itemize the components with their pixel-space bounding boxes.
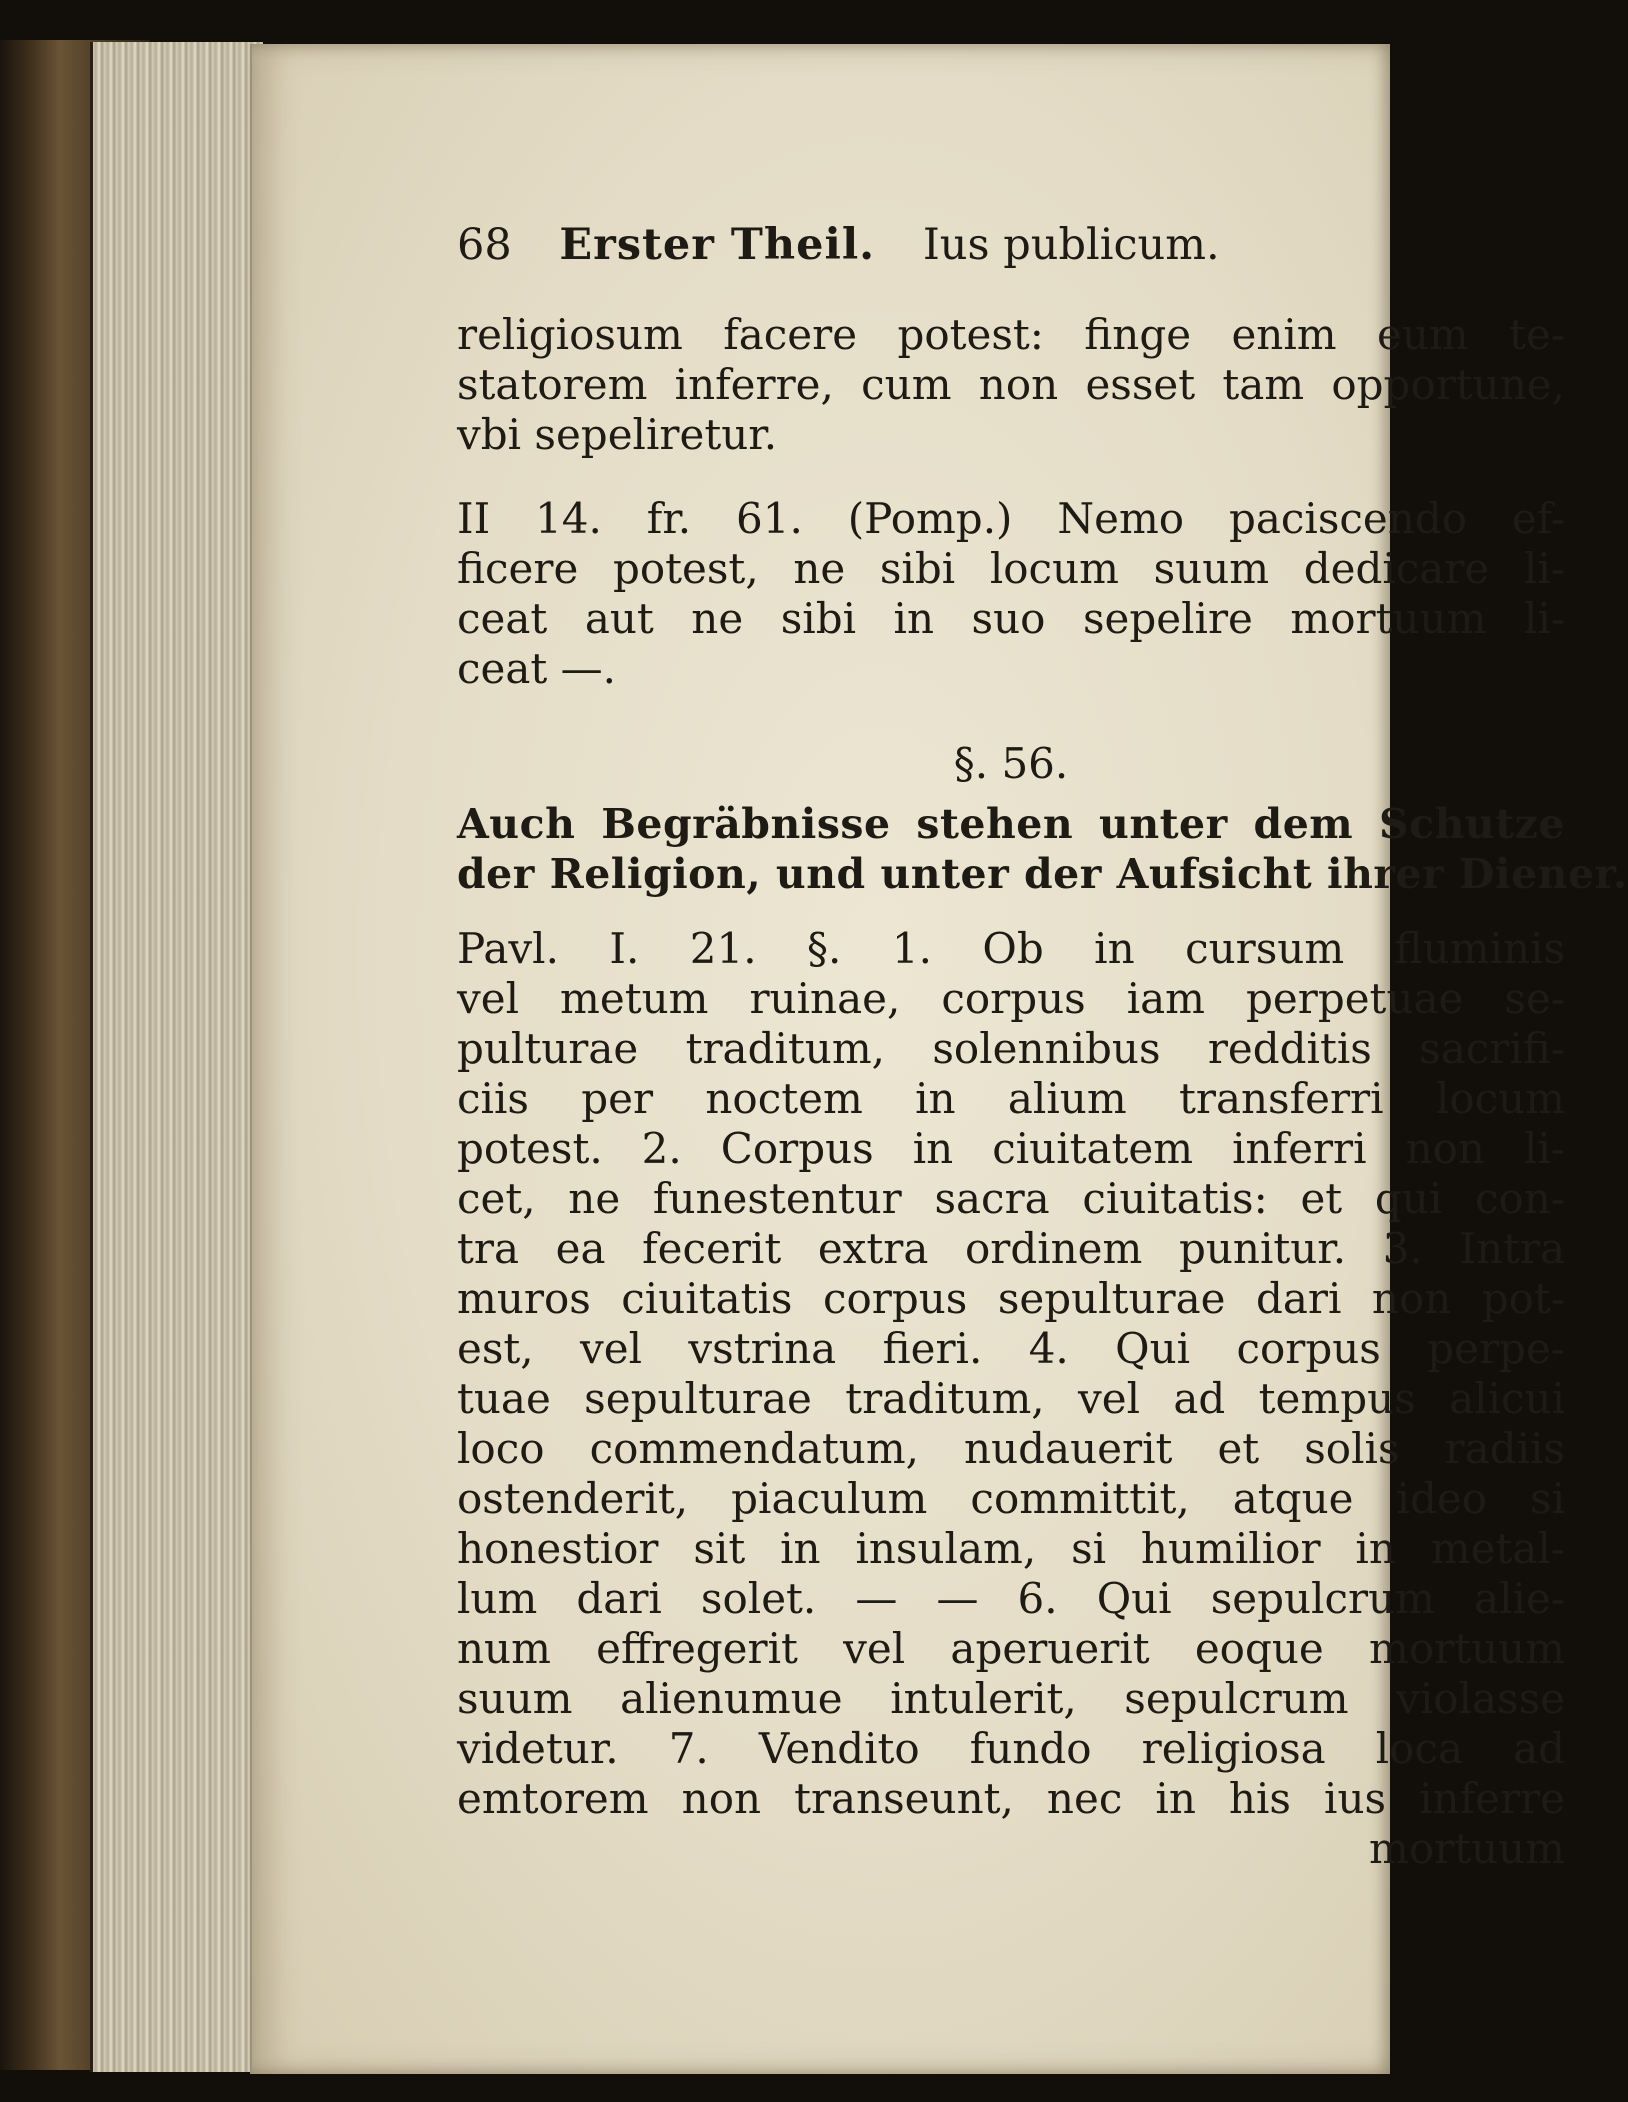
section-block xyxy=(457,739,1628,899)
text-line: ceat —. xyxy=(457,644,616,693)
section-title: Ius publicum. xyxy=(922,220,1220,270)
text-line: cet, ne funestentur sacra ciuitatis: et qui con- xyxy=(457,1174,1565,1223)
catchword-block xyxy=(457,1824,1565,1874)
text-line: num effregerit vel aperuerit eoque mortuum xyxy=(457,1624,1565,1673)
text-line: vel metum ruinae, corpus iam perpetuae se- xyxy=(457,974,1565,1023)
text-line: ficere potest, ne sibi locum suum dedicare li- xyxy=(457,544,1565,593)
page-number: 68 xyxy=(457,220,512,270)
text-line: videtur. 7. Vendito fundo religiosa loca ad xyxy=(457,1724,1565,1773)
text-line: potest. 2. Corpus in ciuitatem inferri non li- xyxy=(457,1124,1565,1173)
text-line: statorem inferre, cum non esset tam opportune, xyxy=(457,360,1565,409)
book-page xyxy=(250,44,1628,2074)
running-header xyxy=(457,220,1357,270)
text-line: Pavl. I. 21. §. 1. Ob in cursum fluminis xyxy=(457,924,1565,973)
section-heading-line: der Religion, und unter der Aufsicht ihrer Diener. xyxy=(457,850,1628,898)
text-line: est, vel vstrina fieri. 4. Qui corpus perpe- xyxy=(457,1324,1565,1373)
part-title: Erster Theil. xyxy=(559,220,876,270)
text-line: II 14. fr. 61. (Pomp.) Nemo paciscendo ef- xyxy=(457,494,1565,543)
paragraph-1 xyxy=(457,310,1565,470)
catchword: mortuum xyxy=(1369,1824,1565,1873)
section-number: §. 56. xyxy=(953,739,1069,788)
text-line: honestior sit in insulam, si humilior in metal- xyxy=(457,1524,1565,1573)
paragraph-3 xyxy=(457,924,1565,1844)
page-edges xyxy=(90,42,263,2072)
text-line: lum dari solet. — — 6. Qui sepulcrum alie- xyxy=(457,1574,1565,1623)
text-line: muros ciuitatis corpus sepulturae dari non pot- xyxy=(457,1274,1565,1323)
text-line: pulturae traditum, solennibus redditis sacrifi- xyxy=(457,1024,1565,1073)
paragraph-2 xyxy=(457,494,1565,704)
text-line: vbi sepeliretur. xyxy=(457,410,778,459)
text-line: loco commendatum, nudauerit et solis radiis xyxy=(457,1424,1565,1473)
section-heading-line: Auch Begräbnisse stehen unter dem Schutze xyxy=(457,800,1565,848)
text-line: ciis per noctem in alium transferri locum xyxy=(457,1074,1565,1123)
text-line: emtorem non transeunt, nec in his ius inferre xyxy=(457,1774,1565,1823)
text-line: religiosum facere potest: finge enim eum te- xyxy=(457,310,1565,359)
text-line: ceat aut ne sibi in suo sepelire mortuum li- xyxy=(457,594,1565,643)
text-line: tra ea fecerit extra ordinem punitur. 3. Intra xyxy=(457,1224,1565,1273)
text-line: ostenderit, piaculum committit, atque ideo si xyxy=(457,1474,1565,1523)
text-line: suum alienumue intulerit, sepulcrum violasse xyxy=(457,1674,1565,1723)
text-line: tuae sepulturae traditum, vel ad tempus alicui xyxy=(457,1374,1565,1423)
